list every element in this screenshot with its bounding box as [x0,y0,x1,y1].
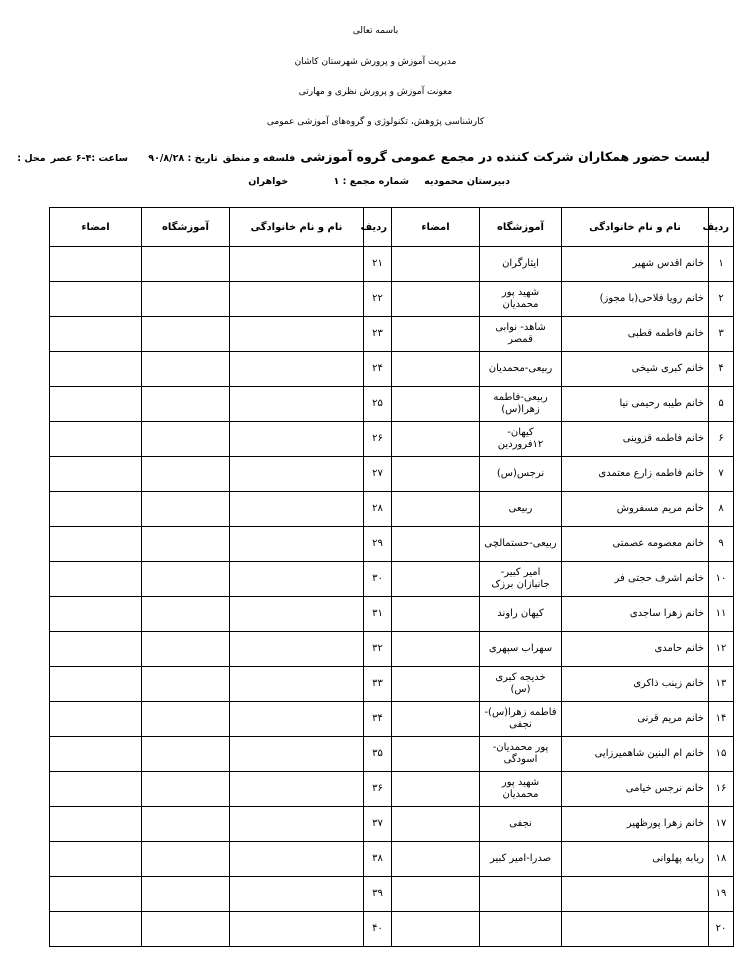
row-number: ۳۳ [364,667,392,702]
table-row [50,842,734,877]
participant-name [230,562,364,597]
row-number: ۳۱ [364,597,392,632]
row-number: ۱۶ [709,772,734,807]
participant-school: نجفی [480,807,562,842]
participant-name: خانم طیبه رحیمی نیا [562,387,709,422]
row-number: ۳۸ [364,842,392,877]
participant-school [142,702,230,737]
row-number: ۱۱ [709,597,734,632]
signature-cell [392,632,480,667]
header-school: آموزشگاه [480,208,562,247]
participant-name: خانم فاطمه قطبی [562,317,709,352]
header-signature: امضاء [392,208,480,247]
signature-cell [392,247,480,282]
table-row [50,352,734,387]
row-number: ۸ [709,492,734,527]
participant-name: خانم اقدس شهیر [562,247,709,282]
participant-school: کیهان- ۱۲فروردین [480,422,562,457]
participant-school [142,667,230,702]
participant-name: خانم زینب ذاکری [562,667,709,702]
participant-school [142,282,230,317]
table-row [50,807,734,842]
row-number: ۱۹ [709,877,734,912]
participant-name [230,702,364,737]
table-row [50,632,734,667]
participant-school [142,877,230,912]
row-number: ۳۷ [364,807,392,842]
row-number: ۲۴ [364,352,392,387]
participant-name: خانم رویا فلاحی(با مجوز) [562,282,709,317]
signature-cell [50,667,142,702]
participant-school [142,387,230,422]
participant-school: ربیعی [480,492,562,527]
signature-cell [50,457,142,492]
participant-name: خانم مریم قرنی [562,702,709,737]
title-place: محل : [17,153,46,164]
signature-cell [50,352,142,387]
participant-school: صدرا-امیر کبیر [480,842,562,877]
signature-cell [392,282,480,317]
signature-cell [50,877,142,912]
table-row [50,772,734,807]
participant-school [142,912,230,947]
participant-name [230,282,364,317]
row-number: ۹ [709,527,734,562]
signature-cell [392,492,480,527]
participant-school [142,527,230,562]
participant-name [230,317,364,352]
participant-school: امیر کبیر- جانبازان برزک [480,562,562,597]
signature-cell [50,387,142,422]
participant-school [142,842,230,877]
row-number: ۳۲ [364,632,392,667]
participant-school: نرجس(س) [480,457,562,492]
participant-school [142,772,230,807]
header-row-num: ردیف [364,208,392,247]
participant-school: شاهد- نوابی قمصر [480,317,562,352]
table-row [50,702,734,737]
row-number: ۱۷ [709,807,734,842]
header-name: نام و نام خانوادگی [230,208,364,247]
table-row [50,562,734,597]
title-date: تاریخ : ۹۰/۸/۲۸ [148,153,218,164]
participant-school [142,352,230,387]
signature-cell [50,772,142,807]
row-number: ۱ [709,247,734,282]
participant-name [230,772,364,807]
participant-name: خانم مریم مسفروش [562,492,709,527]
table-row [50,912,734,947]
signature-cell [50,492,142,527]
participant-school: ایثارگران [480,247,562,282]
row-number: ۱۳ [709,667,734,702]
signature-cell [392,317,480,352]
participant-name [230,912,364,947]
participant-name: ریابه پهلوانی [562,842,709,877]
signature-cell [50,282,142,317]
row-number: ۶ [709,422,734,457]
participant-name [230,667,364,702]
header-directorate: مدیریت آموزش و پرورش شهرستان کاشان [294,57,457,67]
header-row-num: ردیف [709,208,734,247]
participant-school: فاطمه زهرا(س)-نجفی [480,702,562,737]
attendance-table [49,207,734,947]
participant-name [230,247,364,282]
participant-name [230,737,364,772]
participant-school [142,562,230,597]
participant-name [230,877,364,912]
participant-name: خانم حامدی [562,632,709,667]
signature-cell [392,912,480,947]
signature-cell [392,422,480,457]
participant-name [230,352,364,387]
row-number: ۱۲ [709,632,734,667]
participant-name: خانم کبری شیخی [562,352,709,387]
participant-school: پور محمدیان- اسودگی [480,737,562,772]
participant-school [142,737,230,772]
table-row [50,387,734,422]
signature-cell [50,247,142,282]
row-number: ۳ [709,317,734,352]
table-row [50,877,734,912]
participant-name: خانم فاطمه قزوینی [562,422,709,457]
title-time: ساعت :۴-۶ عصر [50,153,128,164]
gender-label: خواهران [248,176,289,187]
participant-school [142,597,230,632]
signature-cell [392,387,480,422]
row-number: ۴۰ [364,912,392,947]
table-row [50,247,734,282]
signature-cell [50,842,142,877]
row-number: ۳۰ [364,562,392,597]
row-number: ۲۸ [364,492,392,527]
signature-cell [50,562,142,597]
row-number: ۲۷ [364,457,392,492]
participant-name: خانم زهرا پورظهیر [562,807,709,842]
header-signature: امضاء [50,208,142,247]
participant-school [142,632,230,667]
participant-name [562,912,709,947]
table-row [50,737,734,772]
participant-school: سهراب سپهری [480,632,562,667]
table-row [50,527,734,562]
participant-name [230,457,364,492]
participant-school: کیهان راوند [480,597,562,632]
participant-school [142,492,230,527]
signature-cell [392,352,480,387]
signature-cell [392,877,480,912]
table-row [50,282,734,317]
participant-school: شهید پور محمدیان [480,282,562,317]
header-bismillah: باسمه تعالی [352,26,399,36]
participant-name: خانم ام البنین شاهمیرزایی [562,737,709,772]
participant-school [142,247,230,282]
table-row [50,317,734,352]
signature-cell [392,562,480,597]
signature-cell [50,702,142,737]
table-row [50,667,734,702]
participant-name [230,492,364,527]
row-number: ۳۵ [364,737,392,772]
signature-cell [392,842,480,877]
signature-cell [392,527,480,562]
participant-name: خانم زهرا ساجدی [562,597,709,632]
table-row [50,422,734,457]
table-row [50,597,734,632]
header-department: کارشناسی پژوهش، تکنولوژی و گروه‌های آموزشی عمومی [266,117,485,127]
row-number: ۲۲ [364,282,392,317]
row-number: ۲۵ [364,387,392,422]
row-number: ۲۱ [364,247,392,282]
row-number: ۱۵ [709,737,734,772]
row-number: ۷ [709,457,734,492]
row-number: ۱۰ [709,562,734,597]
participant-school: ربیعی-فاطمه زهرا(س) [480,387,562,422]
header-school: آموزشگاه [142,208,230,247]
title-main: لیست حضور همکاران شرکت کننده در مجمع عمومی گروه آموزشی [300,149,710,164]
signature-cell [50,632,142,667]
signature-cell [50,807,142,842]
signature-cell [50,317,142,352]
row-number: ۲۶ [364,422,392,457]
table-row [50,492,734,527]
participant-name: خانم فاطمه زارع معتمدی [562,457,709,492]
participant-name: خانم نرجس خیامی [562,772,709,807]
signature-cell [392,702,480,737]
participant-school [142,457,230,492]
participant-name [230,807,364,842]
participant-name [562,877,709,912]
signature-cell [50,422,142,457]
signature-cell [50,527,142,562]
header-name: نام و نام خانوادگی [562,208,709,247]
participant-name [230,597,364,632]
participant-name [230,387,364,422]
participant-school [480,877,562,912]
row-number: ۲۰ [709,912,734,947]
row-number: ۲ [709,282,734,317]
participant-name [230,422,364,457]
participant-school [142,422,230,457]
participant-school [142,317,230,352]
signature-cell [50,912,142,947]
table-header-row [50,208,734,247]
title-subject: فلسفه و منطق [222,153,296,164]
participant-school [480,912,562,947]
header-deputy: معونت آموزش و پرورش نظری و مهارتی [298,87,453,97]
row-number: ۱۸ [709,842,734,877]
participant-school: ربیعی-محمدیان [480,352,562,387]
signature-cell [392,807,480,842]
row-number: ۵ [709,387,734,422]
participant-name [230,527,364,562]
signature-cell [392,772,480,807]
signature-cell [392,457,480,492]
row-number: ۲۳ [364,317,392,352]
participant-school: شهید پور محمدیان [480,772,562,807]
participant-school: ربیعی-حستمالچی [480,527,562,562]
participant-name [230,632,364,667]
table-row [50,457,734,492]
participant-school: خدیجه کبری (س) [480,667,562,702]
signature-cell [392,667,480,702]
signature-cell [50,597,142,632]
row-number: ۱۴ [709,702,734,737]
row-number: ۲۹ [364,527,392,562]
row-number: ۴ [709,352,734,387]
row-number: ۳۹ [364,877,392,912]
signature-cell [50,737,142,772]
row-number: ۳۶ [364,772,392,807]
participant-name: خانم اشرف حجتی فر [562,562,709,597]
school-line [240,176,510,192]
participant-name: خانم معصومه عصمتی [562,527,709,562]
school-name: دبیرستان محمودیه [424,176,510,187]
participant-name [230,842,364,877]
document-title [17,146,710,168]
signature-cell [392,737,480,772]
signature-cell [392,597,480,632]
row-number: ۳۴ [364,702,392,737]
meeting-number: شماره مجمع : ۱ [333,176,409,187]
participant-school [142,807,230,842]
